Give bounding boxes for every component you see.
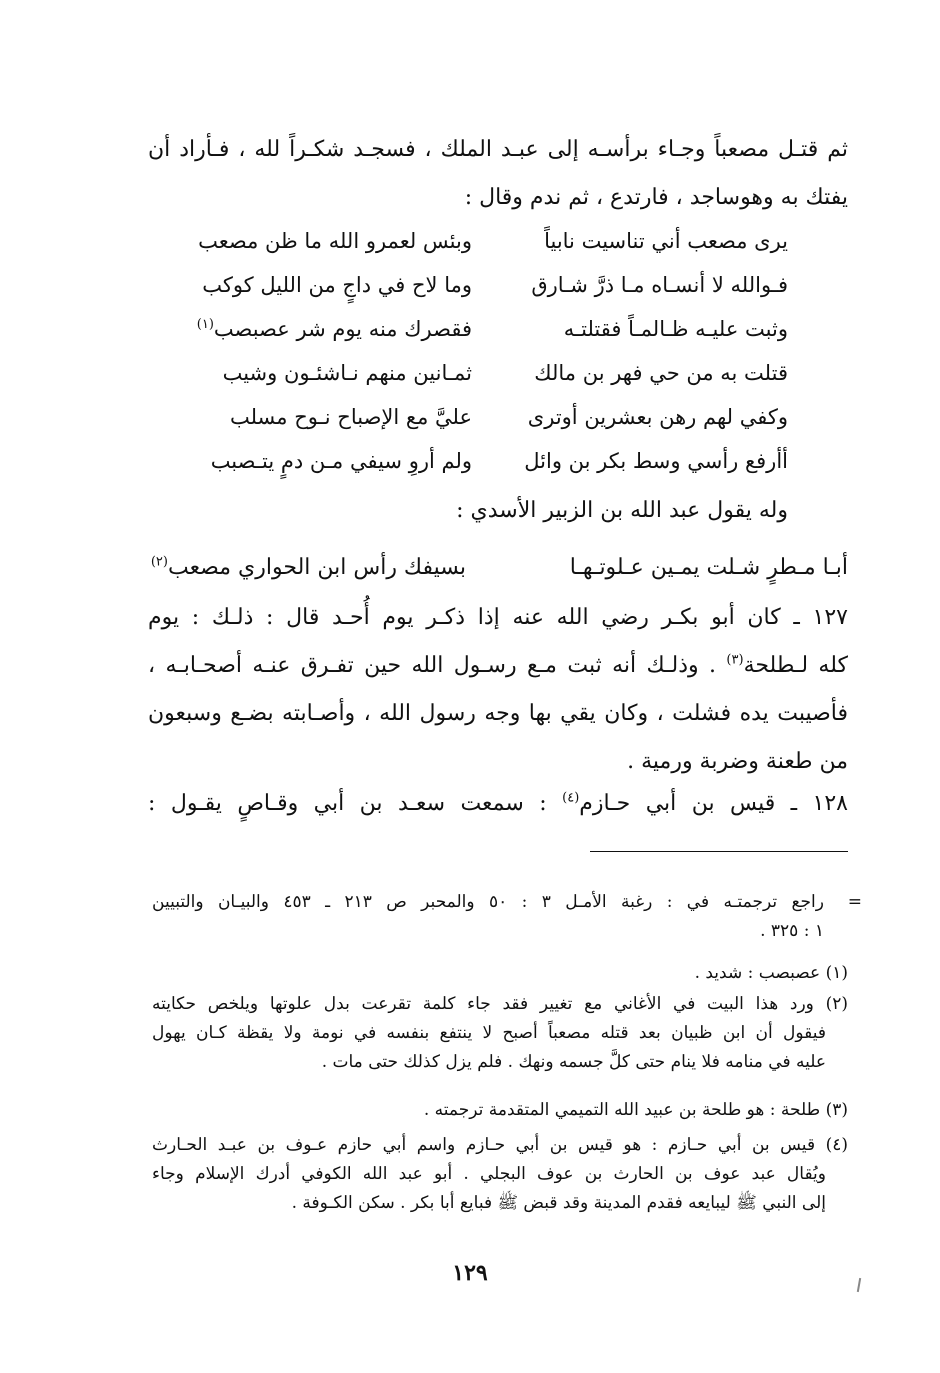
verse-sadr: أأرفع رأسي وسط بكر بن وائل bbox=[524, 449, 788, 473]
verse-sadr: وكفي لهم رهن بعشرين أوترى bbox=[527, 405, 788, 429]
footnote-continuation-line-1: راجع ترجمتـه في : رغبة الأمـل ٣ : ٥٠ والمحبر ص ٢١٣ ـ ٤٥٣ والبيـان والتبيين bbox=[152, 892, 824, 912]
footnote-4-line-3: إلى النبي ﷺ ليبايعه فقدم المدينة وقد قبض ﷺ فبايع أبا بكر . سكن الكـوفة . bbox=[291, 1193, 826, 1213]
verse-ajuz: وما لاح في داجٍ من الليل كوكب bbox=[202, 273, 472, 297]
footnote-4-line-1: (٤) قيس بن أبي حـازم : هو قيس بن أبي حـازم واسم أبي حازم عـوف بن عبـد الحـارث bbox=[152, 1135, 848, 1155]
footnote-2-line-2: فيقول أن ابن ظبيان بعد قتله مصعباً أصبح لا ينتفع بنفسه في نومة ولا يقظة كـان يهول bbox=[152, 1023, 826, 1043]
poem-verse bbox=[0, 440, 940, 482]
footnote-2-line-3: عليه في منامه فلا ينام حتى كلَّ جسمه ونهك . فلم يزل كذلك حتى مات . bbox=[321, 1052, 826, 1072]
footnote-separator bbox=[590, 851, 848, 852]
footnote-ref: (١) bbox=[196, 317, 214, 332]
footnote-ref: (٣) bbox=[726, 652, 744, 668]
verse-ajuz: ولم أروِ سيفي مـن دمٍ يتـصبب bbox=[210, 449, 472, 473]
footnote-4 bbox=[152, 1131, 848, 1218]
footnote-3 bbox=[152, 1096, 848, 1125]
verse-sadr: قتلت به من حي فهر بن مالك bbox=[534, 361, 788, 385]
poem-verse bbox=[0, 352, 940, 394]
footnote-2-line-1: (٢) ورد هذا البيت في الأغاني مع تغيير فقد جاء كلمة تقرعت بدل علوتها ويلخص حكايته bbox=[152, 994, 848, 1014]
para-127-line-2b: . وذلـك أنه ثبت مـع رسـول الله حين تفـرق عنـه أصحـابـه ، bbox=[148, 653, 727, 678]
footnote-continuation bbox=[152, 888, 824, 946]
verse-ajuz-text: فقصرك منه يوم شر عصبصب bbox=[213, 317, 472, 341]
para-127-line-2 bbox=[148, 642, 848, 690]
verse-sadr: وثبت عليـه ظـالمـاً فقتلتـه bbox=[563, 317, 788, 341]
intro-line-2: يفتك به وهوساجد ، فارتدع ، ثم ندم وقال : bbox=[464, 185, 848, 210]
footnote-4-line-2: ويُقال عبد عوف بن الحارث بن عوف البجلي . أبو عبد الله الكوفي أدرك الإسلام وجاء bbox=[152, 1164, 826, 1184]
footnote-1-text: (١) عصبصب : شديد . bbox=[694, 963, 848, 983]
paragraph-128 bbox=[148, 780, 848, 828]
verse-ajuz: عليَّ مع الإصباح نـوح مسلب bbox=[229, 405, 472, 429]
para-128-text-a: ١٢٨ ـ قيس بن أبي حـازم bbox=[579, 791, 848, 816]
poem-2-verse bbox=[0, 547, 940, 589]
verse-sadr: أبـا مـطرٍ شـلت يمـين عـلوتـهـا bbox=[569, 555, 848, 580]
verse-ajuz: ثمـانين منهم نـاشئـون وشيب bbox=[222, 361, 472, 385]
footnote-1 bbox=[152, 959, 848, 988]
intro-line-1: ثم قتـل مصعباً وجـاء برأسـه إلى عبـد الملك ، فسجـد شكـراً لله ، فـأراد أن bbox=[148, 137, 848, 162]
poem-verse bbox=[0, 264, 940, 306]
para-127-line-3: فأصيبت يده فشلت ، وكان يقي بها وجه رسول الله ، وأصـابته بضـع وسبعون bbox=[148, 701, 848, 726]
poem-2-intro: وله يقول عبد الله بن الزبير الأسدي : bbox=[456, 498, 788, 523]
page-number: ١٢٩ bbox=[452, 1260, 488, 1286]
footnote-ref: (٢) bbox=[150, 554, 168, 570]
verse-ajuz: وبئس لعمرو الله ما ظن مصعب bbox=[198, 229, 472, 253]
para-127-line-4: من طعنة وضربة ورمية . bbox=[627, 749, 848, 774]
para-127-line-2a: كله لـطلحة bbox=[743, 653, 848, 678]
para-128-line bbox=[148, 780, 848, 828]
para-127-line-1: ١٢٧ ـ كان أبو بكـر رضي الله عنه إذا ذكـر يوم أُحـد قال : ذلـك : يوم bbox=[148, 605, 848, 630]
para-128-text-b: : سمعت سعـد بن أبي وقـاصٍ يقـول : bbox=[148, 791, 563, 816]
intro-paragraph bbox=[148, 126, 848, 222]
verse-ajuz bbox=[150, 547, 466, 589]
footnote-ref: (٤) bbox=[562, 790, 580, 806]
continuation-mark: = bbox=[847, 892, 862, 912]
verse-ajuz bbox=[196, 308, 472, 350]
footnote-3-text: (٣) طلحة : هو طلحة بن عبيد الله التميمي المتقدمة ترجمته . bbox=[423, 1100, 848, 1120]
poem-verse bbox=[0, 396, 940, 438]
poem-verse bbox=[0, 308, 940, 350]
verse-ajuz-text: بسيفك رأس ابن الحواري مصعب bbox=[167, 555, 466, 580]
footnote-2 bbox=[152, 990, 848, 1077]
footnote-continuation-line-2: ١ : ٣٢٥ . bbox=[760, 921, 824, 941]
verse-sadr: يرى مصعب أني تناسيت نابياً bbox=[544, 229, 788, 253]
poem-verse bbox=[0, 220, 940, 262]
paragraph-127 bbox=[148, 594, 848, 786]
verse-sadr: فـوالله لا أنسـاه مـا ذرَّ شـارق bbox=[531, 273, 788, 297]
